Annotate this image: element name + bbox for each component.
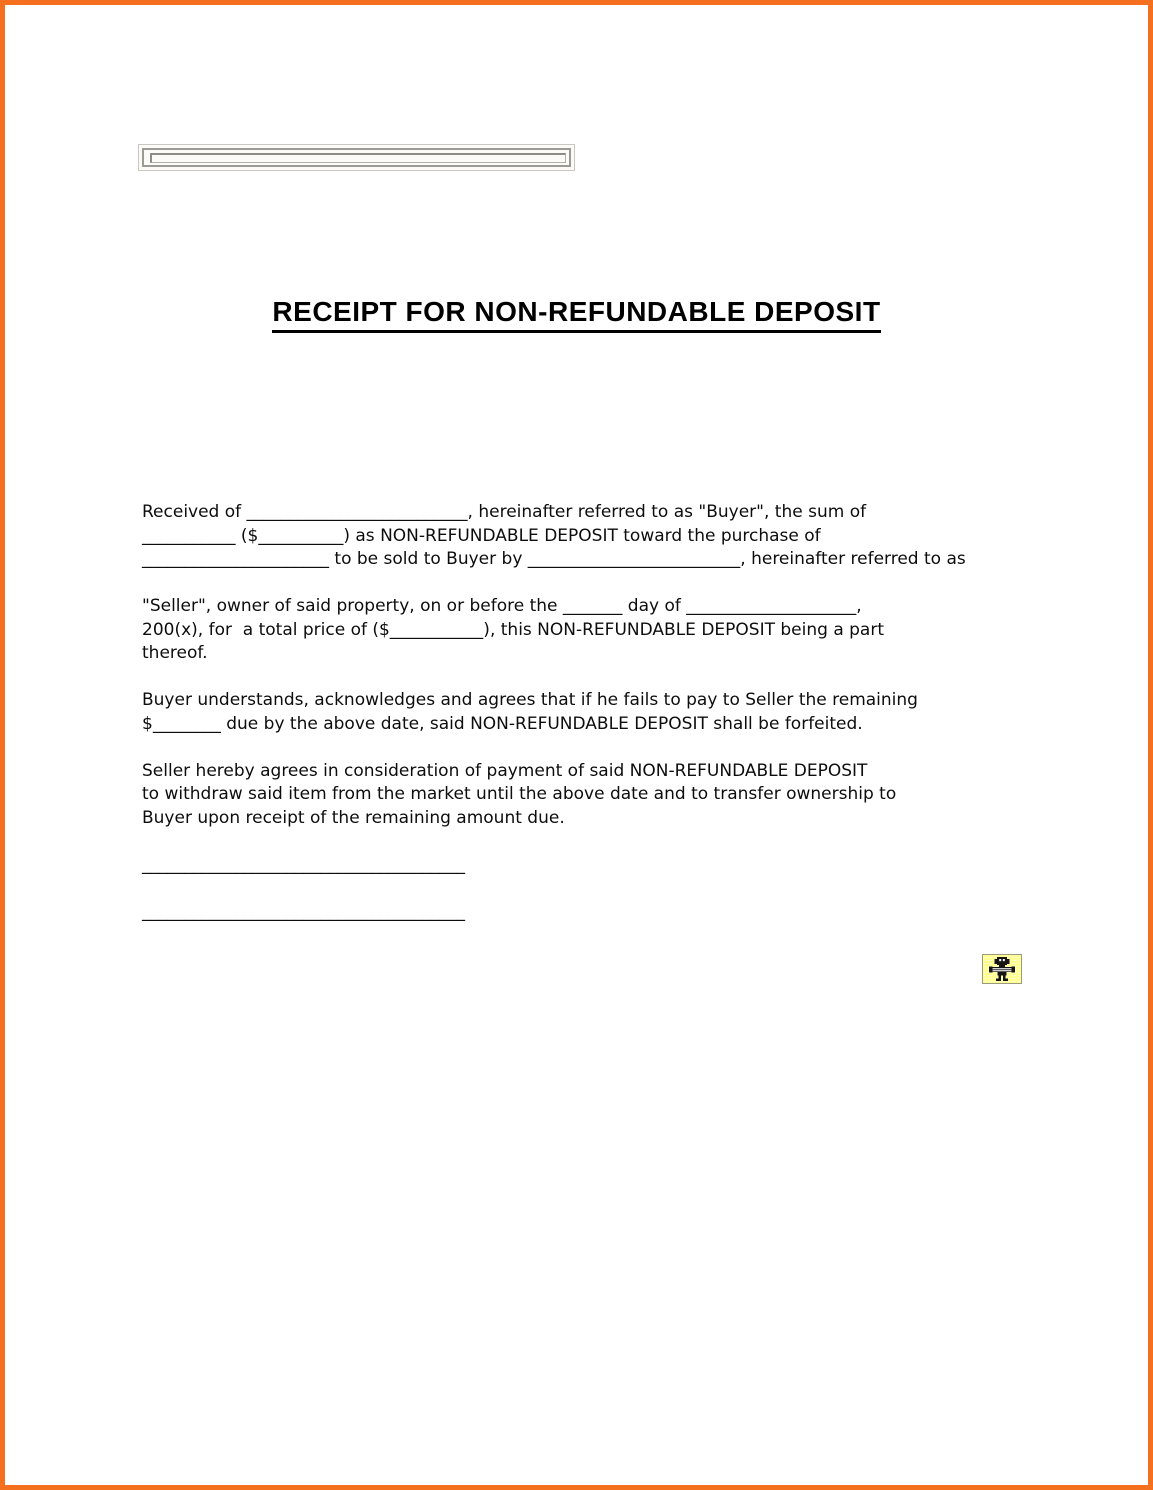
paragraph-line: ______________________ to be sold to Buyer by _________________________, hereinafter referred to as (142, 549, 966, 569)
decorative-rule-middle (142, 148, 571, 167)
paragraph-received-of (142, 501, 1102, 572)
paragraph-line: Buyer upon receipt of the remaining amount due. (142, 807, 565, 828)
paragraph-line: thereof. (142, 643, 208, 663)
paragraph-buyer-understands (142, 689, 1102, 736)
paragraph-line: ___________ ($__________) as NON-REFUNDABLE DEPOSIT toward the purchase of (142, 525, 821, 546)
embedded-object-icon[interactable] (982, 954, 1022, 984)
document-body (142, 501, 1102, 924)
paragraph-line: 200(x), for a total price of ($___________), this NON-REFUNDABLE DEPOSIT being a part (142, 619, 884, 640)
decorative-rule (138, 144, 575, 171)
paragraph-line: Received of __________________________, hereinafter referred to as "Buyer", the sum of (142, 502, 867, 522)
signature-line-1: ______________________________________ (142, 854, 465, 875)
paragraph-seller-owner (142, 595, 1102, 666)
title-row (5, 296, 1148, 333)
signature-line-2: ______________________________________ (142, 901, 465, 922)
page-title: RECEIPT FOR NON-REFUNDABLE DEPOSIT (272, 296, 880, 333)
paragraph-seller-agrees (142, 760, 1102, 831)
paragraph-line: $________ due by the above date, said NON-REFUNDABLE DEPOSIT shall be forfeited. (142, 713, 863, 734)
paragraph-line: to withdraw said item from the market until the above date and to transfer ownership to (142, 784, 897, 804)
paragraph-line: "Seller", owner of said property, on or before the _______ day of ____________________, (142, 596, 862, 616)
decorative-rule-inner (150, 153, 566, 163)
paragraph-line: Buyer understands, acknowledges and agrees that if he fails to pay to Seller the remaining (142, 690, 918, 710)
robot-glyph-icon (982, 954, 1022, 984)
paragraph-line: Seller hereby agrees in consideration of payment of said NON-REFUNDABLE DEPOSIT (142, 760, 868, 781)
